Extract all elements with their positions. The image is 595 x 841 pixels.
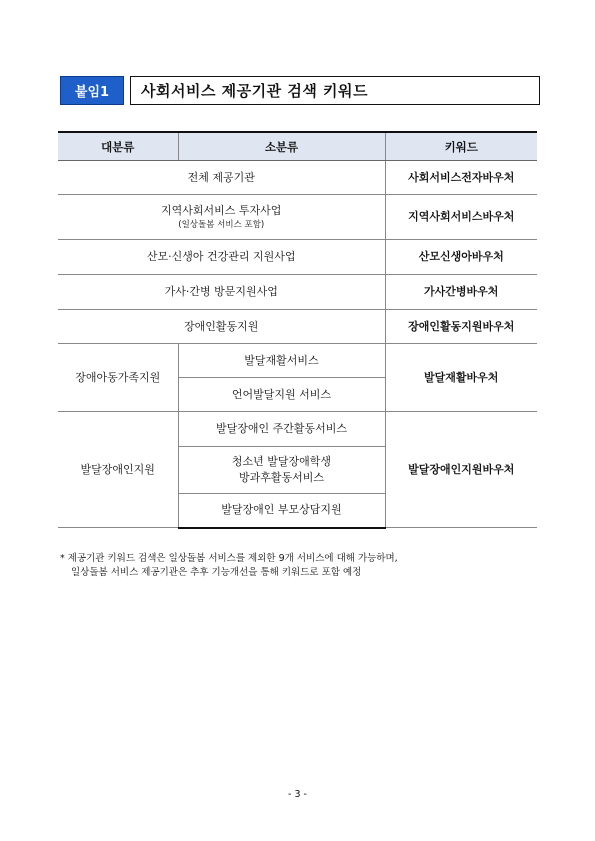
category-cell: 장애아동가족지원 bbox=[58, 344, 178, 412]
keyword-cell: 가사간병바우처 bbox=[385, 275, 537, 310]
keyword-cell: 발달장애인지원바우처 bbox=[385, 412, 537, 528]
subcategory-cell: 산모·신생아 건강관리 지원사업 bbox=[58, 240, 385, 275]
footnote-line: * 제공기관 키워드 검색은 일상돌봄 서비스를 제외한 9개 서비스에 대해 가능하며, bbox=[60, 553, 398, 564]
keyword-cell: 지역사회서비스바우처 bbox=[385, 195, 537, 240]
subcategory-cell bbox=[58, 195, 385, 240]
subcategory-cell bbox=[178, 447, 385, 494]
subcategory-cell: 장애인활동지원 bbox=[58, 310, 385, 344]
subcategory-note: (일상돌봄 서비스 포함) bbox=[178, 219, 265, 230]
title-bar bbox=[60, 76, 540, 105]
subcategory-cell: 가사·간병 방문지원사업 bbox=[58, 275, 385, 310]
table-row bbox=[58, 161, 537, 195]
category-cell: 발달장애인지원 bbox=[58, 412, 178, 528]
keyword-table bbox=[58, 131, 537, 529]
subcategory-line: 방과후활동서비스 bbox=[238, 471, 324, 484]
table-row bbox=[58, 412, 537, 447]
keyword-cell: 장애인활동지원바우처 bbox=[385, 310, 537, 344]
page-number: - 3 - bbox=[288, 789, 307, 800]
subcategory-cell: 전체 제공기관 bbox=[58, 161, 385, 195]
keyword-cell: 사회서비스전자바우처 bbox=[385, 161, 537, 195]
subcategory-cell: 발달장애인 부모상담지원 bbox=[178, 494, 385, 528]
subcategory-cell: 발달재활서비스 bbox=[178, 344, 385, 378]
footnote-line: 일상돌봄 서비스 제공기관은 추후 기능개선을 통해 키워드로 포함 예정 bbox=[71, 567, 362, 579]
attachment-badge: 붙임1 bbox=[60, 76, 124, 105]
subcategory-cell: 발달장애인 주간활동서비스 bbox=[178, 412, 385, 447]
subcategory-label: 지역사회서비스 투자사업 bbox=[161, 203, 282, 217]
keyword-cell: 발달재활바우처 bbox=[385, 344, 537, 412]
header-subcategory: 소분류 bbox=[178, 132, 385, 161]
subcategory-line: 청소년 발달장애학생 bbox=[231, 455, 332, 469]
subcategory-cell: 언어발달지원 서비스 bbox=[178, 378, 385, 412]
table-row bbox=[58, 240, 537, 275]
header-keyword: 키워드 bbox=[385, 132, 537, 161]
table-row bbox=[58, 195, 537, 240]
table-row bbox=[58, 310, 537, 344]
table-row bbox=[58, 275, 537, 310]
keyword-cell: 산모신생아바우처 bbox=[385, 240, 537, 275]
header-category: 대분류 bbox=[58, 132, 178, 161]
table-header-row bbox=[58, 132, 537, 161]
page-title: 사회서비스 제공기관 검색 키워드 bbox=[130, 76, 540, 105]
footnote bbox=[60, 552, 530, 581]
table-row bbox=[58, 344, 537, 378]
